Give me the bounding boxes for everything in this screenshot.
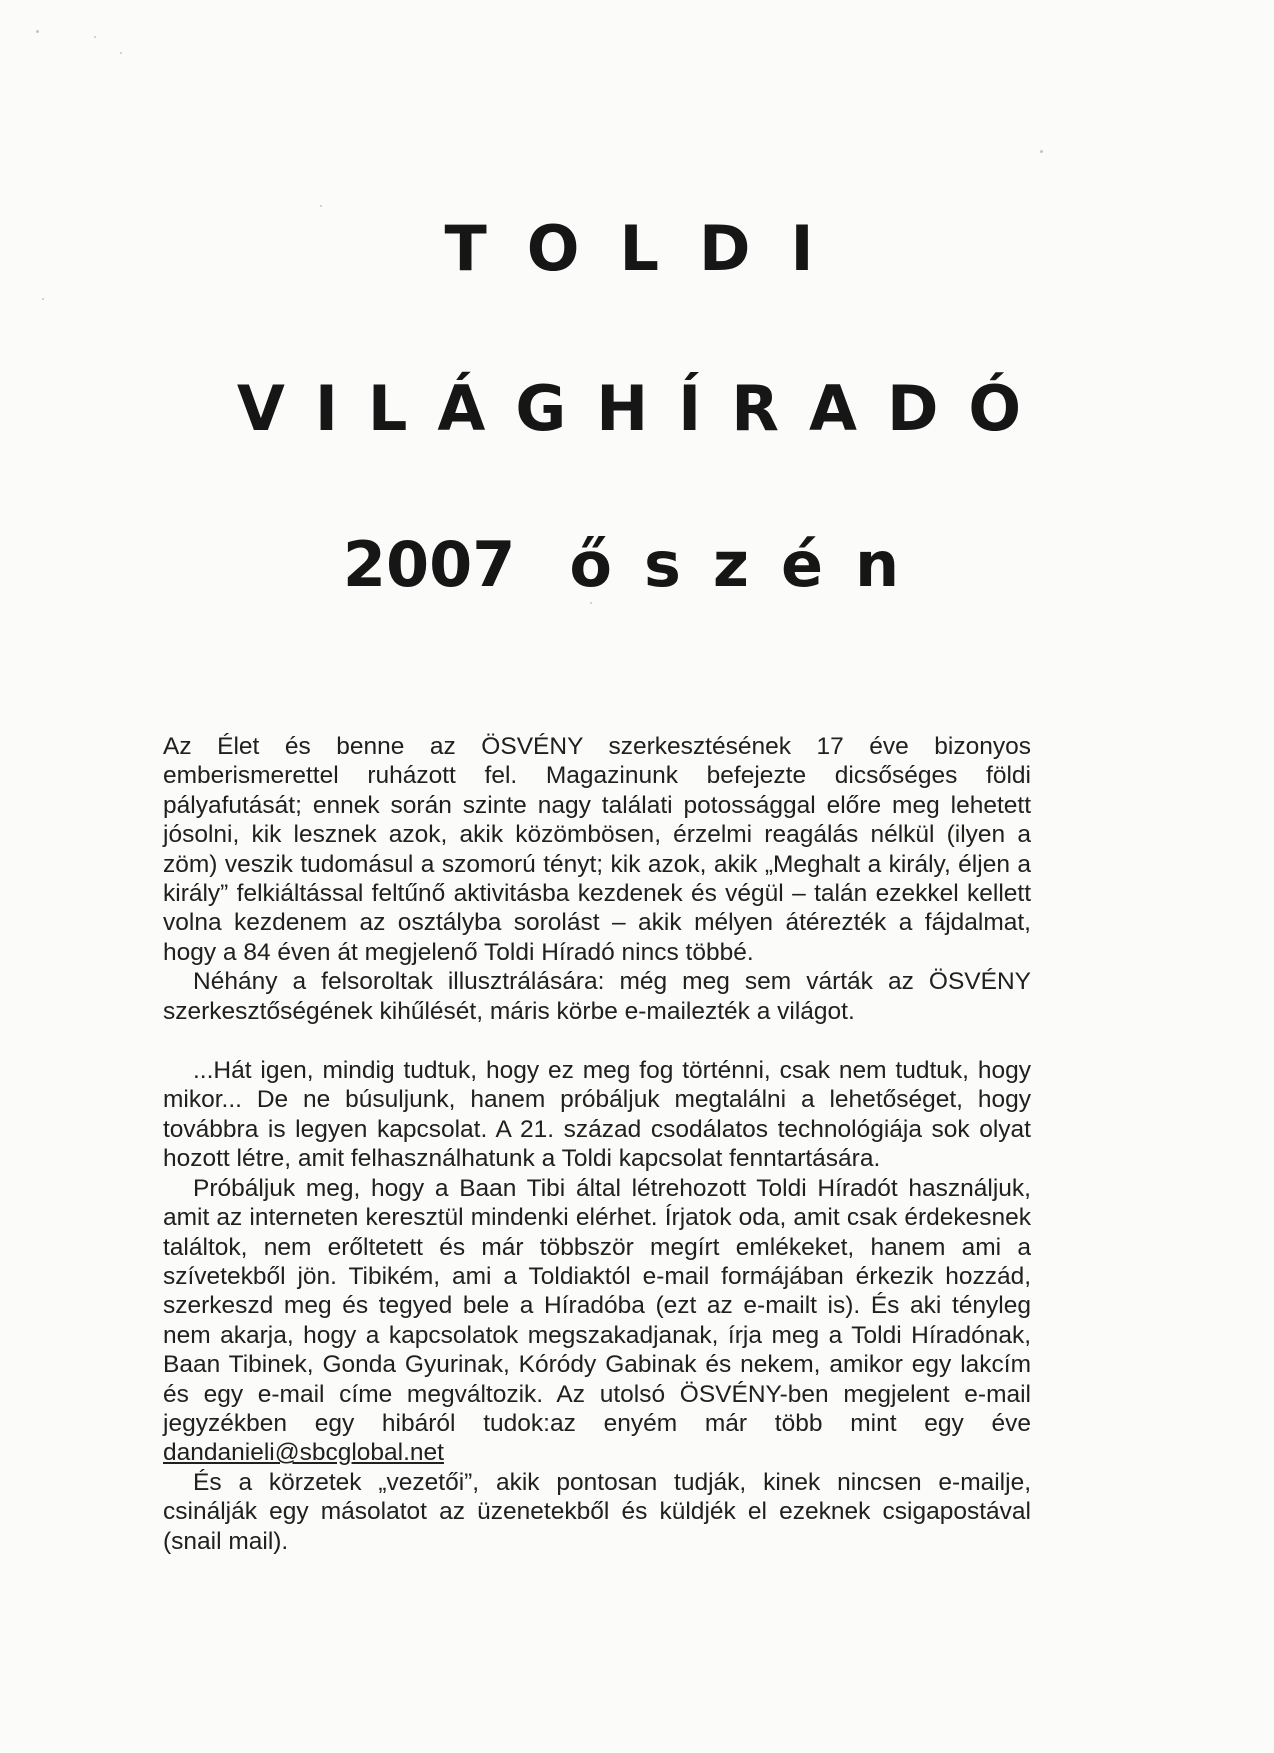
- scan-speck: [36, 30, 39, 33]
- article-body: [163, 732, 1031, 1556]
- paragraph-5: És a körzetek „vezetői”, akik pontosan tudják, kinek nincsen e-mailje, csinálják egy másolatot az üzenetekből és küldjék el ezeknek csigapostával (snail mail).: [163, 1468, 1031, 1555]
- scan-speck: [1040, 150, 1043, 153]
- scan-speck: [320, 205, 322, 207]
- paragraph-4: [163, 1174, 1031, 1468]
- email-link[interactable]: dandanieli@sbcglobal.net: [163, 1439, 444, 1467]
- paragraph-3: ...Hát igen, mindig tudtuk, hogy ez meg fog történni, csak nem tudtuk, hogy mikor... De ne búsuljunk, hanem próbáljuk megtalálni a lehetőséget, hogy továbbra is legyen kapcsolat. A 21. század csodálatos technológiája sok olyat hozott létre, amit felhasználhatunk a Toldi kapcsolat fenntartására.: [163, 1057, 1031, 1173]
- title-season: őszén: [569, 528, 932, 601]
- scan-speck: [120, 52, 122, 54]
- title-year: 2007: [342, 528, 516, 601]
- title-vilaghirado: VILÁGHÍRADÓ: [236, 372, 1052, 445]
- title-toldi: TOLDI: [444, 212, 854, 285]
- paragraph-gap: [163, 1026, 1031, 1056]
- scan-speck: [94, 36, 96, 38]
- paragraph-4-text: Próbáljuk meg, hogy a Baan Tibi által létrehozott Toldi Híradót használjuk, amit az interneten keresztül mindenki elérhet. Írjatok oda, amit csak érdekesnek találtok, nem erőltetett és már többször megírt emlékeket, hanem ami a szívetekből jön. Tibikém, ami a Toldiaktól e-mail formájában érkezik hozzád, szerkeszd meg és tegyed bele a Híradóba (ezt az e-mailt is). És aki tényleg nem akarja, hogy a kapcsolatok megszakadjanak, írja meg a Toldi Híradónak, Baan Tibinek, Gonda Gyurinak, Kóródy Gabinak és nekem, amikor egy lakcím és egy e-mail címe megváltozik. Az utolsó ÖSVÉNY-ben megjelent e-mail jegyzékben egy hibáról tudok:az enyém már több mint egy éve: [163, 1174, 1031, 1437]
- scan-speck: [590, 602, 592, 604]
- title-date: [0, 528, 1274, 601]
- paragraph-2: Néhány a felsoroltak illusztrálására: még meg sem várták az ÖSVÉNY szerkesztőségének kihűlését, máris körbe e-mailezték a világot.: [163, 968, 1031, 1025]
- scan-speck: [42, 298, 44, 300]
- paragraph-1: Az Élet és benne az ÖSVÉNY szerkesztésének 17 éve bizonyos emberismerettel ruházott fel. Magazinunk befejezte dicsőséges földi pályafutását; ennek során szinte nagy találati potossággal előre meg lehetett jósolni, kik lesznek azok, akik közömbösen, érzelmi reagálás nélkül (ilyen a zöm) veszik tudomásul a szomorú tényt; kik azok, akik „Meghalt a király, éljen a király” felkiáltással feltűnő aktivitásba kezdenek és végül – talán ezekkel kellett volna kezdenem az osztályba sorolást – akik mélyen átérezték a fájdalmat, hogy a 84 éven át megjelenő Toldi Híradó nincs többé.: [163, 733, 1031, 966]
